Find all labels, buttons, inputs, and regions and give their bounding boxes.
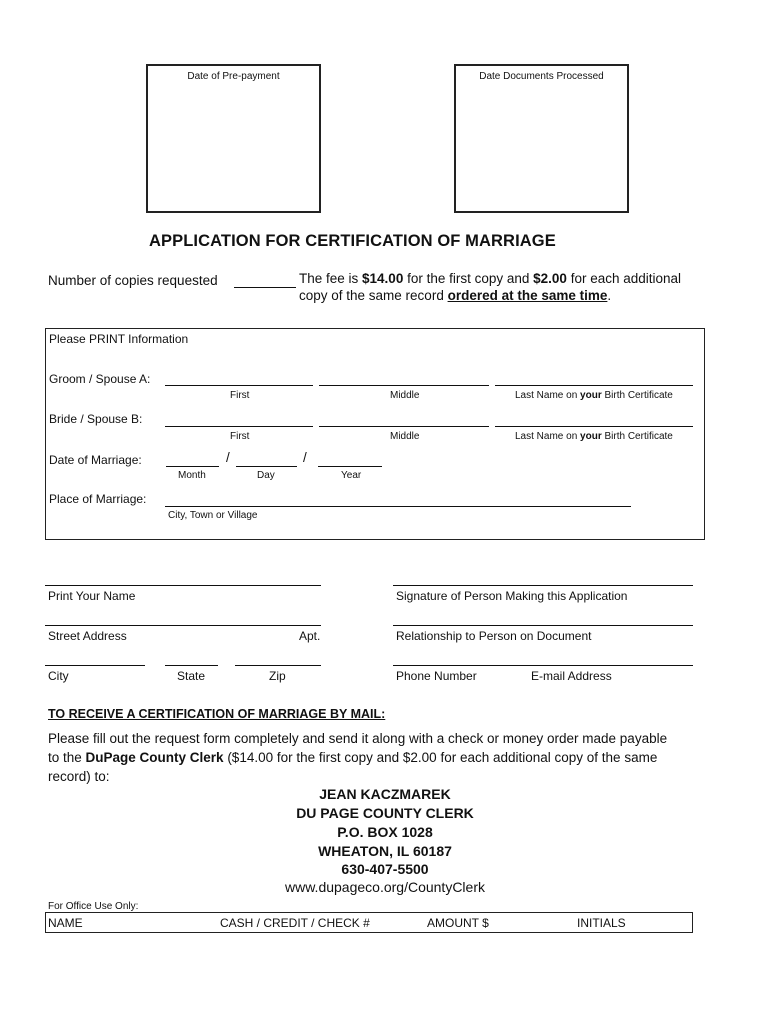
fee-end: for each additional xyxy=(566,271,682,286)
fee-period: . xyxy=(607,288,612,303)
office-amount: AMOUNT $ xyxy=(427,916,489,930)
mail-line1: Please fill out the request form completely and send it along with a check or money order made payable xyxy=(48,731,668,746)
date-slash-2: / xyxy=(303,450,307,465)
year-line[interactable] xyxy=(318,466,382,467)
address-line-3: P.O. BOX 1028 xyxy=(337,824,433,840)
bride-last-line[interactable] xyxy=(495,426,693,427)
office-initials: INITIALS xyxy=(577,916,626,930)
street-label: Street Address xyxy=(48,629,127,643)
street-line[interactable] xyxy=(45,625,321,626)
mail-line2-pre: to the xyxy=(48,750,86,765)
copies-label: Number of copies requested xyxy=(48,273,218,288)
month-caption: Month xyxy=(178,470,206,481)
bride-first-line[interactable] xyxy=(165,426,313,427)
fee-intro: The fee is xyxy=(299,271,363,286)
fee-first: $14.00 xyxy=(362,271,404,286)
state-label: State xyxy=(177,669,206,683)
address-line-1: JEAN KACZMAREK xyxy=(319,786,451,802)
page-title: APPLICATION FOR CERTIFICATION OF MARRIAGE xyxy=(149,232,556,250)
city-line[interactable] xyxy=(45,665,145,666)
zip-line[interactable] xyxy=(235,665,321,666)
fee-line2: copy of the same record xyxy=(299,288,448,303)
mail-line2-bold: DuPage County Clerk xyxy=(85,750,224,765)
mail-line3: record) to: xyxy=(48,769,110,784)
bride-last-caption xyxy=(515,431,673,442)
groom-last-line[interactable] xyxy=(495,385,693,386)
office-name: NAME xyxy=(48,916,83,930)
documents-processed-label: Date Documents Processed xyxy=(479,71,604,82)
address-line-5: 630-407-5500 xyxy=(341,861,429,877)
fee-mid: for the first copy and xyxy=(403,271,534,286)
last-post: Birth Certificate xyxy=(601,431,673,442)
state-line[interactable] xyxy=(165,665,218,666)
relationship-label: Relationship to Person on Document xyxy=(396,629,592,643)
day-line[interactable] xyxy=(236,466,297,467)
address-line-4: WHEATON, IL 60187 xyxy=(318,843,452,859)
signature-line[interactable] xyxy=(393,585,693,586)
fee-text xyxy=(299,270,681,304)
last-pre: Last Name on xyxy=(515,390,581,401)
documents-processed-box[interactable] xyxy=(454,64,629,213)
groom-first-line[interactable] xyxy=(165,385,313,386)
email-label: E-mail Address xyxy=(531,669,612,683)
place-line[interactable] xyxy=(165,506,631,507)
year-caption: Year xyxy=(341,470,362,481)
apt-label: Apt. xyxy=(299,629,321,643)
groom-first-caption: First xyxy=(230,390,250,401)
groom-middle-caption: Middle xyxy=(390,390,420,401)
last-bold: your xyxy=(580,431,602,442)
last-pre: Last Name on xyxy=(515,431,581,442)
mail-line2-post: ($14.00 for the first copy and $2.00 for each additional copy of the same xyxy=(223,750,658,765)
mail-instructions xyxy=(48,729,667,786)
bride-label: Bride / Spouse B: xyxy=(49,412,143,426)
relationship-line[interactable] xyxy=(393,625,693,626)
phone-label: Phone Number xyxy=(396,669,477,683)
date-slash-1: / xyxy=(226,450,230,465)
month-line[interactable] xyxy=(166,466,219,467)
zip-label: Zip xyxy=(269,669,286,683)
bride-middle-line[interactable] xyxy=(319,426,489,427)
groom-middle-line[interactable] xyxy=(319,385,489,386)
address-line-2: DU PAGE COUNTY CLERK xyxy=(296,805,474,821)
bride-first-caption: First xyxy=(230,431,250,442)
print-info-label: Please PRINT Information xyxy=(49,332,189,346)
print-name-label: Print Your Name xyxy=(48,589,136,603)
prepayment-date-label: Date of Pre-payment xyxy=(187,71,280,82)
fee-emphasis: ordered at the same time xyxy=(447,288,608,303)
fee-additional: $2.00 xyxy=(533,271,567,286)
marriage-date-label: Date of Marriage: xyxy=(49,453,142,467)
website-link[interactable]: www.dupageco.org/CountyClerk xyxy=(285,879,485,895)
mail-heading: TO RECEIVE A CERTIFICATION OF MARRIAGE BY MAIL: xyxy=(48,707,386,721)
last-post: Birth Certificate xyxy=(601,390,673,401)
groom-last-caption xyxy=(515,390,673,401)
marriage-place-label: Place of Marriage: xyxy=(49,492,147,506)
office-payment: CASH / CREDIT / CHECK # xyxy=(220,916,370,930)
print-name-line[interactable] xyxy=(45,585,321,586)
groom-label: Groom / Spouse A: xyxy=(49,372,151,386)
city-label: City xyxy=(48,669,69,683)
copies-input-line[interactable] xyxy=(234,287,296,288)
signature-label: Signature of Person Making this Application xyxy=(396,589,628,603)
phone-email-line[interactable] xyxy=(393,665,693,666)
last-bold: your xyxy=(580,390,602,401)
prepayment-date-box[interactable] xyxy=(146,64,321,213)
place-caption: City, Town or Village xyxy=(168,510,258,521)
day-caption: Day xyxy=(257,470,275,481)
bride-middle-caption: Middle xyxy=(390,431,420,442)
office-use-label: For Office Use Only: xyxy=(48,901,139,912)
